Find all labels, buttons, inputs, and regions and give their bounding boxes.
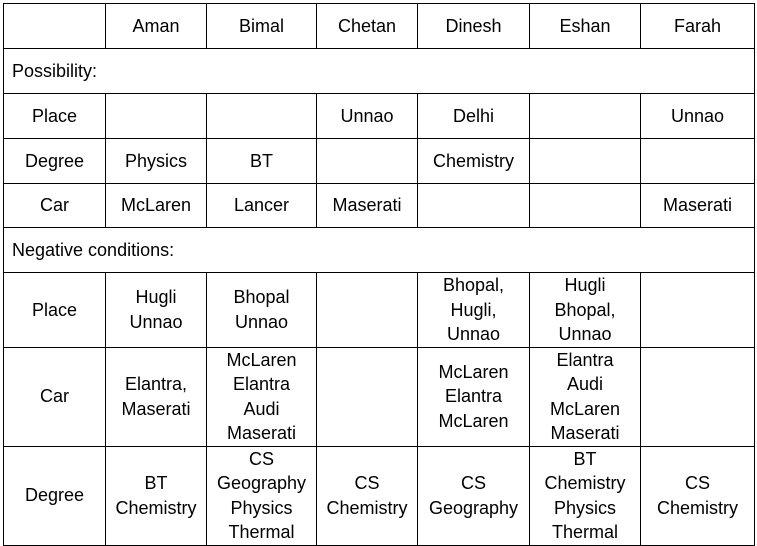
row-label: Car (4, 184, 106, 228)
table-cell (418, 139, 530, 184)
cell-line: Unnao (670, 105, 725, 126)
table-cell (530, 184, 641, 228)
table-cell (530, 139, 641, 184)
table-cell (641, 446, 755, 545)
table-cell (207, 94, 317, 139)
cell-line: Chemistry (326, 497, 408, 518)
table-cell (418, 446, 530, 545)
cell-line: Thermal (551, 522, 618, 542)
cell-line: Physics (124, 150, 187, 171)
cell-line: Unnao (340, 105, 394, 126)
table-row (4, 184, 755, 228)
corner-cell (4, 4, 106, 49)
cell-line: Chemistry (656, 497, 738, 518)
row-label: Place (4, 273, 106, 348)
cell-line: Unnao (234, 311, 289, 332)
cell-line: Thermal (228, 522, 295, 542)
cell-line: Elantra (232, 374, 291, 394)
cell-line: Chemistry (544, 473, 626, 493)
table-cell (641, 273, 755, 348)
cell-line: Physics (553, 497, 616, 518)
table-cell (530, 347, 641, 446)
cell-line: Bhopal, (554, 299, 616, 320)
cell-line: BT (144, 473, 168, 493)
row-label: Place (4, 94, 106, 139)
cell-line: Elantra (444, 386, 503, 407)
cell-line: McLaren (438, 410, 509, 431)
table-cell (641, 94, 755, 139)
column-header-eshan: Eshan (530, 4, 641, 49)
cell-line: Audi (243, 398, 280, 419)
cell-line: Chemistry (115, 497, 197, 518)
table-cell (207, 347, 317, 446)
row-label: Car (4, 347, 106, 446)
cell-line: McLaren (120, 195, 192, 216)
section-title: Possibility: (4, 49, 755, 94)
cell-line: Chemistry (432, 150, 514, 171)
cell-line: Hugli, (450, 299, 497, 320)
cell-line: McLaren (226, 349, 297, 370)
header-row (4, 4, 755, 49)
column-header-farah: Farah (641, 4, 755, 49)
cell-line: Physics (230, 497, 293, 518)
column-header-aman: Aman (106, 4, 207, 49)
table-cell (317, 347, 418, 446)
table-cell (317, 139, 418, 184)
column-header-dinesh: Dinesh (418, 4, 530, 49)
table-cell (106, 446, 207, 545)
table-cell (106, 347, 207, 446)
cell-line: Unnao (129, 311, 183, 332)
table-cell (317, 273, 418, 348)
cell-line: Hugli (135, 287, 177, 308)
cell-line: McLaren (549, 398, 621, 419)
cell-line: Bhopal, (442, 275, 505, 295)
cell-line: Elantra, (124, 374, 188, 394)
table-cell (530, 94, 641, 139)
cell-line: Hugli (564, 275, 606, 295)
section-title: Negative conditions: (4, 228, 755, 273)
cell-line: CS (248, 448, 274, 469)
cell-line: Maserati (550, 423, 620, 443)
column-header-bimal: Bimal (207, 4, 317, 49)
section-title-row (4, 49, 755, 94)
table-cell (641, 184, 755, 228)
cell-line: Maserati (226, 423, 297, 443)
cell-line: Unnao (446, 324, 501, 344)
cell-line: CS (354, 473, 380, 493)
table-row (4, 139, 755, 184)
table-cell (106, 94, 207, 139)
cell-line: McLaren (438, 361, 509, 382)
table-row (4, 273, 755, 348)
cell-line: Maserati (332, 195, 402, 216)
table-cell (530, 446, 641, 545)
cell-line: CS (684, 473, 710, 493)
row-label: Degree (4, 139, 106, 184)
cell-line: BT (249, 150, 273, 171)
row-label: Degree (4, 446, 106, 545)
section-title-row (4, 228, 755, 273)
table-cell (207, 273, 317, 348)
table-cell (530, 273, 641, 348)
table-cell (207, 139, 317, 184)
table-row (4, 446, 755, 545)
table-cell (317, 94, 418, 139)
table-cell (207, 446, 317, 545)
table-body (4, 4, 755, 546)
cell-line: BT (573, 448, 597, 469)
analysis-table (3, 3, 755, 546)
cell-line: Maserati (121, 398, 191, 419)
cell-line: Bhopal (233, 287, 290, 308)
table-cell (317, 446, 418, 545)
cell-line: Maserati (662, 195, 733, 216)
table-cell (106, 184, 207, 228)
table-cell (317, 184, 418, 228)
cell-line: Delhi (452, 105, 495, 126)
table-cell (641, 347, 755, 446)
cell-line: Audi (566, 374, 604, 394)
table-cell (106, 139, 207, 184)
table-row (4, 94, 755, 139)
column-header-chetan: Chetan (317, 4, 418, 49)
table-cell (207, 184, 317, 228)
cell-line: CS (460, 473, 486, 493)
table-cell (418, 347, 530, 446)
table-row (4, 347, 755, 446)
table-cell (641, 139, 755, 184)
cell-line: Geography (428, 497, 519, 518)
table-cell (418, 273, 530, 348)
table-cell (418, 184, 530, 228)
table-cell (418, 94, 530, 139)
cell-line: Elantra (556, 349, 614, 370)
cell-line: Geography (216, 473, 307, 493)
table-cell (106, 273, 207, 348)
cell-line: Lancer (233, 195, 290, 216)
cell-line: Unnao (558, 324, 612, 344)
